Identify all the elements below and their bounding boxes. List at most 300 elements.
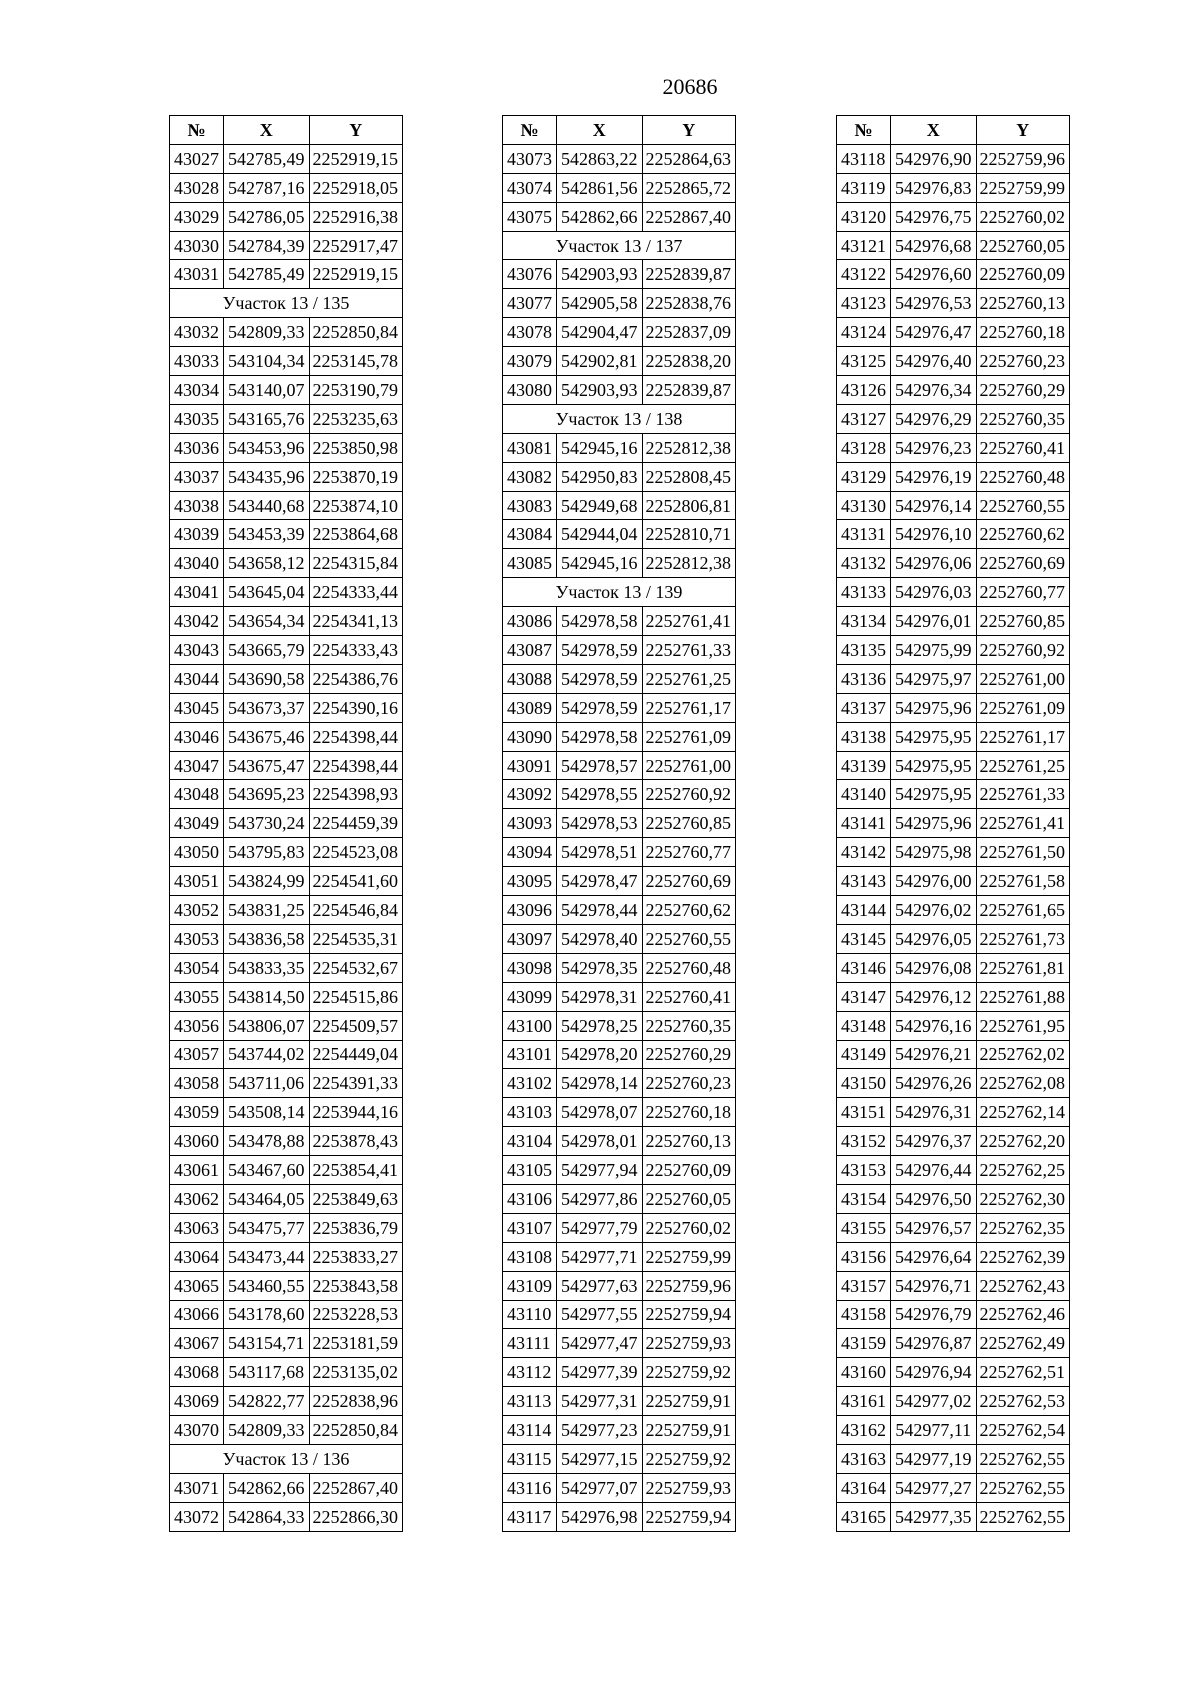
point-number-cell: 43146 xyxy=(837,953,891,982)
x-coordinate-cell: 543654,34 xyxy=(224,607,310,636)
y-coordinate-cell: 2252760,18 xyxy=(642,1098,736,1127)
y-coordinate-cell: 2252761,88 xyxy=(976,982,1070,1011)
table-row xyxy=(170,404,403,433)
point-number-cell: 43148 xyxy=(837,1011,891,1040)
y-coordinate-cell: 2254398,93 xyxy=(309,780,403,809)
y-coordinate-cell: 2252806,81 xyxy=(642,491,736,520)
y-coordinate-cell: 2252837,09 xyxy=(642,318,736,347)
table-row xyxy=(170,751,403,780)
point-number-cell: 43165 xyxy=(837,1502,891,1531)
x-coordinate-cell: 542978,31 xyxy=(557,982,643,1011)
y-coordinate-cell: 2254333,44 xyxy=(309,578,403,607)
y-coordinate-cell: 2254509,57 xyxy=(309,1011,403,1040)
section-row xyxy=(503,404,736,433)
table-row xyxy=(837,693,1070,722)
table-row xyxy=(837,896,1070,925)
table-row xyxy=(837,1387,1070,1416)
table-row xyxy=(503,636,736,665)
point-number-cell: 43037 xyxy=(170,462,224,491)
y-coordinate-cell: 2252760,23 xyxy=(976,347,1070,376)
y-coordinate-cell: 2252760,62 xyxy=(642,896,736,925)
y-coordinate-cell: 2252759,93 xyxy=(642,1329,736,1358)
y-coordinate-cell: 2252760,69 xyxy=(642,867,736,896)
x-coordinate-cell: 543178,60 xyxy=(224,1300,310,1329)
table-row xyxy=(837,1416,1070,1445)
point-number-cell: 43144 xyxy=(837,896,891,925)
y-coordinate-cell: 2252760,35 xyxy=(642,1011,736,1040)
x-coordinate-cell: 542978,57 xyxy=(557,751,643,780)
table-row xyxy=(170,347,403,376)
y-coordinate-cell: 2252760,29 xyxy=(976,376,1070,405)
table-row xyxy=(837,549,1070,578)
y-coordinate-cell: 2252762,51 xyxy=(976,1358,1070,1387)
table-row xyxy=(170,1271,403,1300)
point-number-cell: 43093 xyxy=(503,809,557,838)
point-number-cell: 43089 xyxy=(503,693,557,722)
x-coordinate-cell: 542785,49 xyxy=(224,260,310,289)
x-coordinate-cell: 542977,02 xyxy=(891,1387,977,1416)
y-coordinate-cell: 2252839,87 xyxy=(642,376,736,405)
y-coordinate-cell: 2252760,23 xyxy=(642,1069,736,1098)
point-number-cell: 43162 xyxy=(837,1416,891,1445)
table-row xyxy=(837,982,1070,1011)
point-number-cell: 43133 xyxy=(837,578,891,607)
x-coordinate-cell: 543475,77 xyxy=(224,1213,310,1242)
y-coordinate-cell: 2252866,30 xyxy=(309,1502,403,1531)
y-coordinate-cell: 2252919,15 xyxy=(309,144,403,173)
x-coordinate-cell: 543833,35 xyxy=(224,953,310,982)
x-coordinate-cell: 542862,66 xyxy=(224,1473,310,1502)
y-coordinate-cell: 2254390,16 xyxy=(309,693,403,722)
x-coordinate-cell: 542975,99 xyxy=(891,636,977,665)
table-row xyxy=(503,1242,736,1271)
point-number-cell: 43077 xyxy=(503,289,557,318)
table-row xyxy=(170,520,403,549)
table-row xyxy=(837,520,1070,549)
y-coordinate-cell: 2252839,87 xyxy=(642,260,736,289)
y-coordinate-cell: 2252760,29 xyxy=(642,1040,736,1069)
y-coordinate-cell: 2252759,92 xyxy=(642,1444,736,1473)
x-coordinate-cell: 542976,68 xyxy=(891,231,977,260)
y-coordinate-cell: 2252918,05 xyxy=(309,173,403,202)
table-row xyxy=(503,953,736,982)
x-coordinate-cell: 542976,26 xyxy=(891,1069,977,1098)
point-number-cell: 43043 xyxy=(170,636,224,665)
x-coordinate-cell: 542978,47 xyxy=(557,867,643,896)
y-coordinate-cell: 2254341,13 xyxy=(309,607,403,636)
point-number-cell: 43052 xyxy=(170,896,224,925)
x-coordinate-cell: 543695,23 xyxy=(224,780,310,809)
y-coordinate-cell: 2252762,55 xyxy=(976,1444,1070,1473)
x-coordinate-cell: 542976,71 xyxy=(891,1271,977,1300)
table-row xyxy=(170,1127,403,1156)
header-y: Y xyxy=(976,116,1070,145)
point-number-cell: 43142 xyxy=(837,838,891,867)
point-number-cell: 43137 xyxy=(837,693,891,722)
y-coordinate-cell: 2252760,85 xyxy=(642,809,736,838)
x-coordinate-cell: 542977,35 xyxy=(891,1502,977,1531)
x-coordinate-cell: 542785,49 xyxy=(224,144,310,173)
y-coordinate-cell: 2252760,55 xyxy=(642,924,736,953)
header-row xyxy=(170,116,403,145)
table-row xyxy=(170,780,403,809)
table-row xyxy=(837,1329,1070,1358)
x-coordinate-cell: 543658,12 xyxy=(224,549,310,578)
point-number-cell: 43033 xyxy=(170,347,224,376)
table-row xyxy=(503,1040,736,1069)
y-coordinate-cell: 2252760,05 xyxy=(642,1184,736,1213)
table-row xyxy=(503,1069,736,1098)
table-row xyxy=(503,491,736,520)
point-number-cell: 43103 xyxy=(503,1098,557,1127)
table-row xyxy=(503,838,736,867)
table-row xyxy=(170,1473,403,1502)
table-row xyxy=(170,260,403,289)
table-row xyxy=(837,722,1070,751)
x-coordinate-cell: 543154,71 xyxy=(224,1329,310,1358)
y-coordinate-cell: 2252760,41 xyxy=(976,433,1070,462)
x-coordinate-cell: 542976,02 xyxy=(891,896,977,925)
point-number-cell: 43150 xyxy=(837,1069,891,1098)
point-number-cell: 43154 xyxy=(837,1184,891,1213)
x-coordinate-cell: 542976,08 xyxy=(891,953,977,982)
table-row xyxy=(503,1329,736,1358)
y-coordinate-cell: 2252762,54 xyxy=(976,1416,1070,1445)
y-coordinate-cell: 2252762,30 xyxy=(976,1184,1070,1213)
y-coordinate-cell: 2252838,76 xyxy=(642,289,736,318)
table-row xyxy=(503,376,736,405)
section-title: Участок 13 / 138 xyxy=(503,404,736,433)
y-coordinate-cell: 2252760,13 xyxy=(976,289,1070,318)
y-coordinate-cell: 2252762,39 xyxy=(976,1242,1070,1271)
table-row xyxy=(503,549,736,578)
point-number-cell: 43039 xyxy=(170,520,224,549)
x-coordinate-cell: 542944,04 xyxy=(557,520,643,549)
table-row xyxy=(837,924,1070,953)
point-number-cell: 43145 xyxy=(837,924,891,953)
y-coordinate-cell: 2252762,20 xyxy=(976,1127,1070,1156)
y-coordinate-cell: 2252761,33 xyxy=(642,636,736,665)
point-number-cell: 43086 xyxy=(503,607,557,636)
point-number-cell: 43159 xyxy=(837,1329,891,1358)
y-coordinate-cell: 2252761,81 xyxy=(976,953,1070,982)
point-number-cell: 43095 xyxy=(503,867,557,896)
table-row xyxy=(170,1184,403,1213)
y-coordinate-cell: 2252812,38 xyxy=(642,549,736,578)
point-number-cell: 43079 xyxy=(503,347,557,376)
point-number-cell: 43040 xyxy=(170,549,224,578)
y-coordinate-cell: 2252850,84 xyxy=(309,1416,403,1445)
point-number-cell: 43046 xyxy=(170,722,224,751)
table-row xyxy=(837,404,1070,433)
y-coordinate-cell: 2252762,55 xyxy=(976,1473,1070,1502)
y-coordinate-cell: 2252761,50 xyxy=(976,838,1070,867)
table-row xyxy=(170,982,403,1011)
table-row xyxy=(170,231,403,260)
point-number-cell: 43155 xyxy=(837,1213,891,1242)
x-coordinate-cell: 542978,20 xyxy=(557,1040,643,1069)
x-coordinate-cell: 542975,95 xyxy=(891,722,977,751)
point-number-cell: 43116 xyxy=(503,1473,557,1502)
x-coordinate-cell: 543711,06 xyxy=(224,1069,310,1098)
point-number-cell: 43067 xyxy=(170,1329,224,1358)
x-coordinate-cell: 543744,02 xyxy=(224,1040,310,1069)
x-coordinate-cell: 543460,55 xyxy=(224,1271,310,1300)
y-coordinate-cell: 2252762,25 xyxy=(976,1156,1070,1185)
coordinate-table-1 xyxy=(169,115,403,1532)
table-row xyxy=(503,520,736,549)
point-number-cell: 43073 xyxy=(503,144,557,173)
x-coordinate-cell: 543675,47 xyxy=(224,751,310,780)
y-coordinate-cell: 2252760,18 xyxy=(976,318,1070,347)
x-coordinate-cell: 542978,14 xyxy=(557,1069,643,1098)
table-row xyxy=(837,1213,1070,1242)
x-coordinate-cell: 542862,66 xyxy=(557,202,643,231)
y-coordinate-cell: 2252759,96 xyxy=(642,1271,736,1300)
y-coordinate-cell: 2252808,45 xyxy=(642,462,736,491)
x-coordinate-cell: 542978,25 xyxy=(557,1011,643,1040)
y-coordinate-cell: 2253145,78 xyxy=(309,347,403,376)
y-coordinate-cell: 2254532,67 xyxy=(309,953,403,982)
y-coordinate-cell: 2253228,53 xyxy=(309,1300,403,1329)
table-row xyxy=(837,202,1070,231)
x-coordinate-cell: 543104,34 xyxy=(224,347,310,376)
table-row xyxy=(837,491,1070,520)
table-row xyxy=(837,664,1070,693)
table-row xyxy=(170,1098,403,1127)
section-title: Участок 13 / 137 xyxy=(503,231,736,260)
y-coordinate-cell: 2254398,44 xyxy=(309,722,403,751)
x-coordinate-cell: 542978,59 xyxy=(557,693,643,722)
table-row xyxy=(503,462,736,491)
y-coordinate-cell: 2254515,86 xyxy=(309,982,403,1011)
y-coordinate-cell: 2252760,09 xyxy=(976,260,1070,289)
point-number-cell: 43108 xyxy=(503,1242,557,1271)
table-row xyxy=(170,664,403,693)
y-coordinate-cell: 2252812,38 xyxy=(642,433,736,462)
point-number-cell: 43121 xyxy=(837,231,891,260)
x-coordinate-cell: 543508,14 xyxy=(224,1098,310,1127)
table-row xyxy=(837,144,1070,173)
y-coordinate-cell: 2252762,35 xyxy=(976,1213,1070,1242)
point-number-cell: 43151 xyxy=(837,1098,891,1127)
y-coordinate-cell: 2252762,49 xyxy=(976,1329,1070,1358)
x-coordinate-cell: 542809,33 xyxy=(224,318,310,347)
y-coordinate-cell: 2252759,96 xyxy=(976,144,1070,173)
x-coordinate-cell: 543836,58 xyxy=(224,924,310,953)
y-coordinate-cell: 2254459,39 xyxy=(309,809,403,838)
x-coordinate-cell: 543464,05 xyxy=(224,1184,310,1213)
point-number-cell: 43076 xyxy=(503,260,557,289)
y-coordinate-cell: 2252761,41 xyxy=(976,809,1070,838)
point-number-cell: 43085 xyxy=(503,549,557,578)
point-number-cell: 43050 xyxy=(170,838,224,867)
y-coordinate-cell: 2252761,95 xyxy=(976,1011,1070,1040)
table-row xyxy=(170,867,403,896)
point-number-cell: 43080 xyxy=(503,376,557,405)
point-number-cell: 43061 xyxy=(170,1156,224,1185)
point-number-cell: 43029 xyxy=(170,202,224,231)
y-coordinate-cell: 2252760,35 xyxy=(976,404,1070,433)
table-row xyxy=(837,1444,1070,1473)
point-number-cell: 43129 xyxy=(837,462,891,491)
y-coordinate-cell: 2252762,08 xyxy=(976,1069,1070,1098)
y-coordinate-cell: 2252759,91 xyxy=(642,1387,736,1416)
y-coordinate-cell: 2253190,79 xyxy=(309,376,403,405)
x-coordinate-cell: 542903,93 xyxy=(557,376,643,405)
x-coordinate-cell: 542978,53 xyxy=(557,809,643,838)
table-row xyxy=(837,867,1070,896)
y-coordinate-cell: 2252761,17 xyxy=(976,722,1070,751)
y-coordinate-cell: 2252761,73 xyxy=(976,924,1070,953)
table-row xyxy=(503,809,736,838)
table-row xyxy=(837,636,1070,665)
table-row xyxy=(503,1444,736,1473)
x-coordinate-cell: 542977,94 xyxy=(557,1156,643,1185)
y-coordinate-cell: 2252865,72 xyxy=(642,173,736,202)
table-row xyxy=(170,809,403,838)
point-number-cell: 43120 xyxy=(837,202,891,231)
table-row xyxy=(503,173,736,202)
x-coordinate-cell: 542978,07 xyxy=(557,1098,643,1127)
x-coordinate-cell: 542978,35 xyxy=(557,953,643,982)
page-number: 20686 xyxy=(662,74,718,99)
y-coordinate-cell: 2252760,05 xyxy=(976,231,1070,260)
x-coordinate-cell: 542976,10 xyxy=(891,520,977,549)
y-coordinate-cell: 2252761,58 xyxy=(976,867,1070,896)
x-coordinate-cell: 542975,96 xyxy=(891,693,977,722)
point-number-cell: 43102 xyxy=(503,1069,557,1098)
section-title: Участок 13 / 139 xyxy=(503,578,736,607)
point-number-cell: 43105 xyxy=(503,1156,557,1185)
table-row xyxy=(503,1156,736,1185)
x-coordinate-cell: 542976,19 xyxy=(891,462,977,491)
x-coordinate-cell: 543814,50 xyxy=(224,982,310,1011)
table-row xyxy=(837,289,1070,318)
point-number-cell: 43097 xyxy=(503,924,557,953)
x-coordinate-cell: 542976,47 xyxy=(891,318,977,347)
table-row xyxy=(170,144,403,173)
point-number-cell: 43117 xyxy=(503,1502,557,1531)
y-coordinate-cell: 2252760,92 xyxy=(642,780,736,809)
x-coordinate-cell: 543478,88 xyxy=(224,1127,310,1156)
y-coordinate-cell: 2252760,13 xyxy=(642,1127,736,1156)
point-number-cell: 43063 xyxy=(170,1213,224,1242)
point-number-cell: 43113 xyxy=(503,1387,557,1416)
x-coordinate-cell: 542945,16 xyxy=(557,433,643,462)
x-coordinate-cell: 542864,33 xyxy=(224,1502,310,1531)
x-coordinate-cell: 542976,01 xyxy=(891,607,977,636)
y-coordinate-cell: 2253181,59 xyxy=(309,1329,403,1358)
y-coordinate-cell: 2252762,02 xyxy=(976,1040,1070,1069)
table-row xyxy=(170,433,403,462)
x-coordinate-cell: 543473,44 xyxy=(224,1242,310,1271)
y-coordinate-cell: 2252761,00 xyxy=(642,751,736,780)
point-number-cell: 43157 xyxy=(837,1271,891,1300)
point-number-cell: 43135 xyxy=(837,636,891,665)
x-coordinate-cell: 542976,79 xyxy=(891,1300,977,1329)
table-row xyxy=(503,144,736,173)
table-row xyxy=(503,1300,736,1329)
table-row xyxy=(170,924,403,953)
header-row xyxy=(503,116,736,145)
point-number-cell: 43055 xyxy=(170,982,224,1011)
x-coordinate-cell: 542976,34 xyxy=(891,376,977,405)
point-number-cell: 43094 xyxy=(503,838,557,867)
table-row xyxy=(837,376,1070,405)
table-row xyxy=(837,780,1070,809)
table-row xyxy=(503,982,736,1011)
point-number-cell: 43122 xyxy=(837,260,891,289)
table-row xyxy=(170,1011,403,1040)
y-coordinate-cell: 2252761,00 xyxy=(976,664,1070,693)
table-row xyxy=(503,1416,736,1445)
y-coordinate-cell: 2252760,77 xyxy=(976,578,1070,607)
x-coordinate-cell: 542978,59 xyxy=(557,664,643,693)
table-row xyxy=(837,809,1070,838)
table-row xyxy=(837,1358,1070,1387)
point-number-cell: 43062 xyxy=(170,1184,224,1213)
table-row xyxy=(503,289,736,318)
table-row xyxy=(837,1011,1070,1040)
point-number-cell: 43042 xyxy=(170,607,224,636)
table-row xyxy=(503,722,736,751)
x-coordinate-cell: 542976,75 xyxy=(891,202,977,231)
x-coordinate-cell: 542977,63 xyxy=(557,1271,643,1300)
table-row xyxy=(837,318,1070,347)
x-coordinate-cell: 542977,47 xyxy=(557,1329,643,1358)
y-coordinate-cell: 2252759,93 xyxy=(642,1473,736,1502)
x-coordinate-cell: 543435,96 xyxy=(224,462,310,491)
point-number-cell: 43130 xyxy=(837,491,891,520)
point-number-cell: 43126 xyxy=(837,376,891,405)
point-number-cell: 43109 xyxy=(503,1271,557,1300)
point-number-cell: 43160 xyxy=(837,1358,891,1387)
table-row xyxy=(503,433,736,462)
x-coordinate-cell: 542976,50 xyxy=(891,1184,977,1213)
point-number-cell: 43074 xyxy=(503,173,557,202)
point-number-cell: 43083 xyxy=(503,491,557,520)
table-row xyxy=(170,953,403,982)
point-number-cell: 43131 xyxy=(837,520,891,549)
point-number-cell: 43139 xyxy=(837,751,891,780)
table-row xyxy=(170,1300,403,1329)
point-number-cell: 43084 xyxy=(503,520,557,549)
point-number-cell: 43099 xyxy=(503,982,557,1011)
point-number-cell: 43069 xyxy=(170,1387,224,1416)
x-coordinate-cell: 542861,56 xyxy=(557,173,643,202)
table-row xyxy=(503,318,736,347)
point-number-cell: 43136 xyxy=(837,664,891,693)
x-coordinate-cell: 542976,90 xyxy=(891,144,977,173)
x-coordinate-cell: 542976,94 xyxy=(891,1358,977,1387)
point-number-cell: 43152 xyxy=(837,1127,891,1156)
table-row xyxy=(837,607,1070,636)
y-coordinate-cell: 2254546,84 xyxy=(309,896,403,925)
point-number-cell: 43096 xyxy=(503,896,557,925)
table-row xyxy=(170,318,403,347)
x-coordinate-cell: 542977,11 xyxy=(891,1416,977,1445)
table-row xyxy=(170,693,403,722)
x-coordinate-cell: 542787,16 xyxy=(224,173,310,202)
x-coordinate-cell: 542975,97 xyxy=(891,664,977,693)
x-coordinate-cell: 542978,01 xyxy=(557,1127,643,1156)
table-row xyxy=(170,491,403,520)
point-number-cell: 43068 xyxy=(170,1358,224,1387)
x-coordinate-cell: 542976,53 xyxy=(891,289,977,318)
point-number-cell: 43140 xyxy=(837,780,891,809)
point-number-cell: 43114 xyxy=(503,1416,557,1445)
